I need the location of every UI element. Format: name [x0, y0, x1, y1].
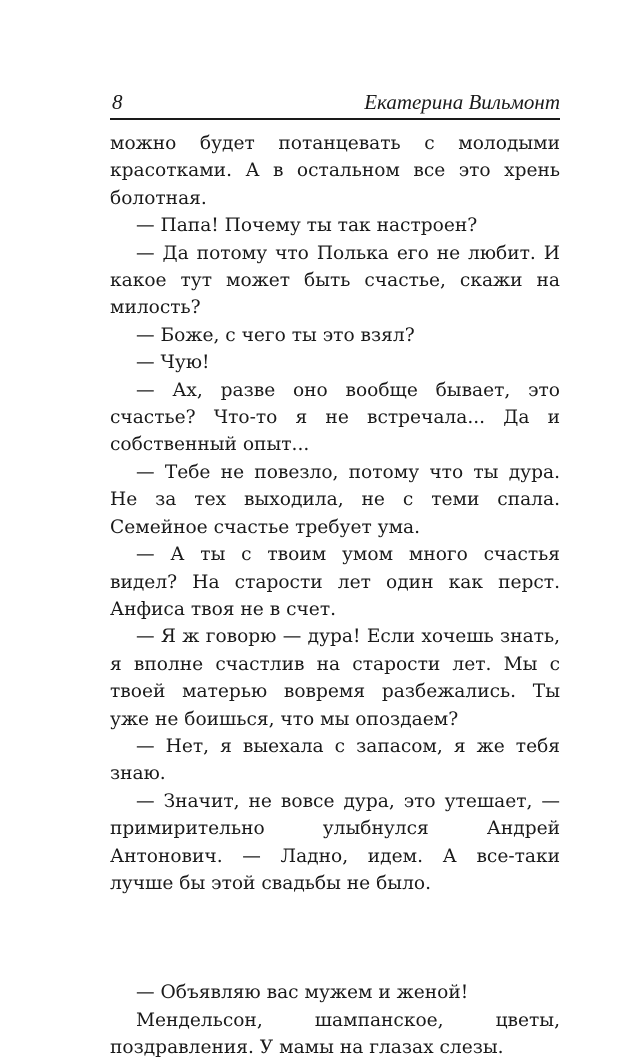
- running-head-author: Екатерина Вильмонт: [364, 90, 560, 114]
- paragraph: — Нет, я выехала с запасом, я же тебя знаю.: [110, 735, 560, 785]
- paragraph: — Тебе не повезло, потому что ты дура. Не за тех выходила, не с теми спала. Семейное счастье требует ума.: [110, 461, 560, 538]
- paragraph: — Да потому что Полька его не любит. И какое тут может быть счастье, скажи на милость?: [110, 242, 560, 319]
- paragraph: — Ах, разве оно вообще бывает, это счастье? Что-то я не встречала... Да и собственный опыт...: [110, 379, 560, 456]
- paragraph: Мендельсон, шампанское, цветы, поздравления. У мамы на глазах слезы.: [110, 1009, 560, 1059]
- paragraph: — А ты с твоим умом много счастья видел? На старости лет один как перст. Анфиса твоя не в счет.: [110, 544, 560, 620]
- page-number: 8: [112, 90, 123, 114]
- paragraph: — Папа! Почему ты так настроен?: [136, 215, 478, 237]
- paragraph: можно будет потанцевать с молодыми красотками. А в остальном все это хрень болотная.: [110, 133, 560, 209]
- section-break: [110, 897, 560, 979]
- book-page: [110, 88, 560, 1059]
- paragraph: — Объявляю вас мужем и женой!: [136, 982, 469, 1004]
- paragraph: — Чую!: [136, 352, 210, 374]
- running-header: [110, 88, 560, 120]
- paragraph: — Значит, не вовсе дура, это утешает, — примирительно улыбнулся Андрей Антонович. — Ладно, идем. А все-таки лучше бы этой свадьбы не было.: [110, 790, 560, 894]
- body-text: [110, 130, 560, 1062]
- paragraph: — Я ж говорю — дура! Если хочешь знать, я вполне счастлив на старости лет. Мы с твоей матерью вовремя разбежались. Ты уже не боишься, что мы опоздаем?: [110, 626, 560, 730]
- paragraph: — Боже, с чего ты это взял?: [136, 324, 415, 346]
